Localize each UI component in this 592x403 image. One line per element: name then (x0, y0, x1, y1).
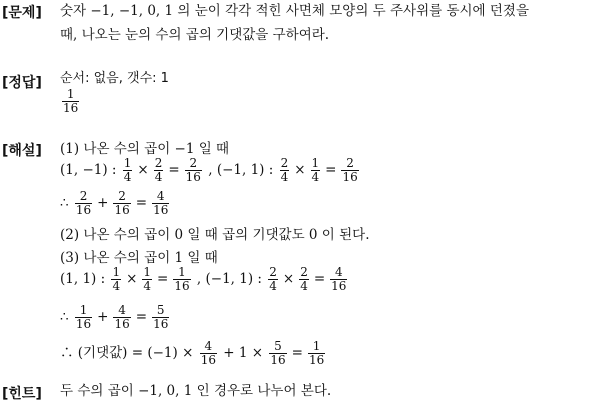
hint-text: 두 수의 곱이 −1, 0, 1 인 경우로 나누어 본다. (60, 383, 332, 399)
case1-calc: (1, −1) : $\frac{1}{4}$ × $\frac{2}{4}$ = $\frac{2}{16}$ , (−1, 1) : $\frac{2}{4}$ × $\frac{1}{4}$ = $\frac{2}{16}$ (60, 156, 358, 184)
problem-line-2: 때, 나오는 눈의 수의 곱의 기댓값을 구하여라. (60, 27, 330, 43)
case3-calc: (1, 1) : $\frac{1}{4}$ × $\frac{1}{4}$ = $\frac{1}{16}$ , (−1, 1) : $\frac{2}{4}$ × $\frac{2}{4}$ = $\frac{4}{16}$ (60, 265, 347, 293)
final-expected-value: ∴ (기댓값) = (−1) × $\frac{4}{16}$ + 1 × $\frac{5}{16}$ = $\frac{1}{16}$ (60, 339, 325, 367)
case3-title: (3) 나온 수의 곱이 1 일 때 (60, 250, 218, 266)
problem-line-1: 숫자 −1, −1, 0, 1 의 눈이 각각 적힌 사면체 모양의 두 주사위를 동시에 던졌을 (60, 3, 529, 19)
case1-sum: ∴ $\frac{2}{16}$ + $\frac{2}{16}$ = $\frac{4}{16}$ (60, 189, 169, 217)
case3-sum: ∴ $\frac{1}{16}$ + $\frac{4}{16}$ = $\frac{5}{16}$ (60, 303, 169, 331)
answer-tag: [정답] (2, 75, 42, 91)
problem-tag: [문제] (2, 5, 42, 21)
answer-fraction: $\frac{1}{16}$ (63, 87, 79, 115)
case1-title: (1) 나온 수의 곱이 −1 일 때 (60, 141, 230, 157)
explanation-tag: [해설] (2, 143, 42, 159)
case2-title: (2) 나온 수의 곱이 0 일 때 곱의 기댓값도 0 이 된다. (60, 227, 370, 243)
answer-meta: 순서: 없음, 갯수: 1 (60, 71, 169, 86)
hint-tag: [힌트] (2, 386, 42, 402)
frac: $\frac{1}{4}$ (123, 156, 132, 184)
